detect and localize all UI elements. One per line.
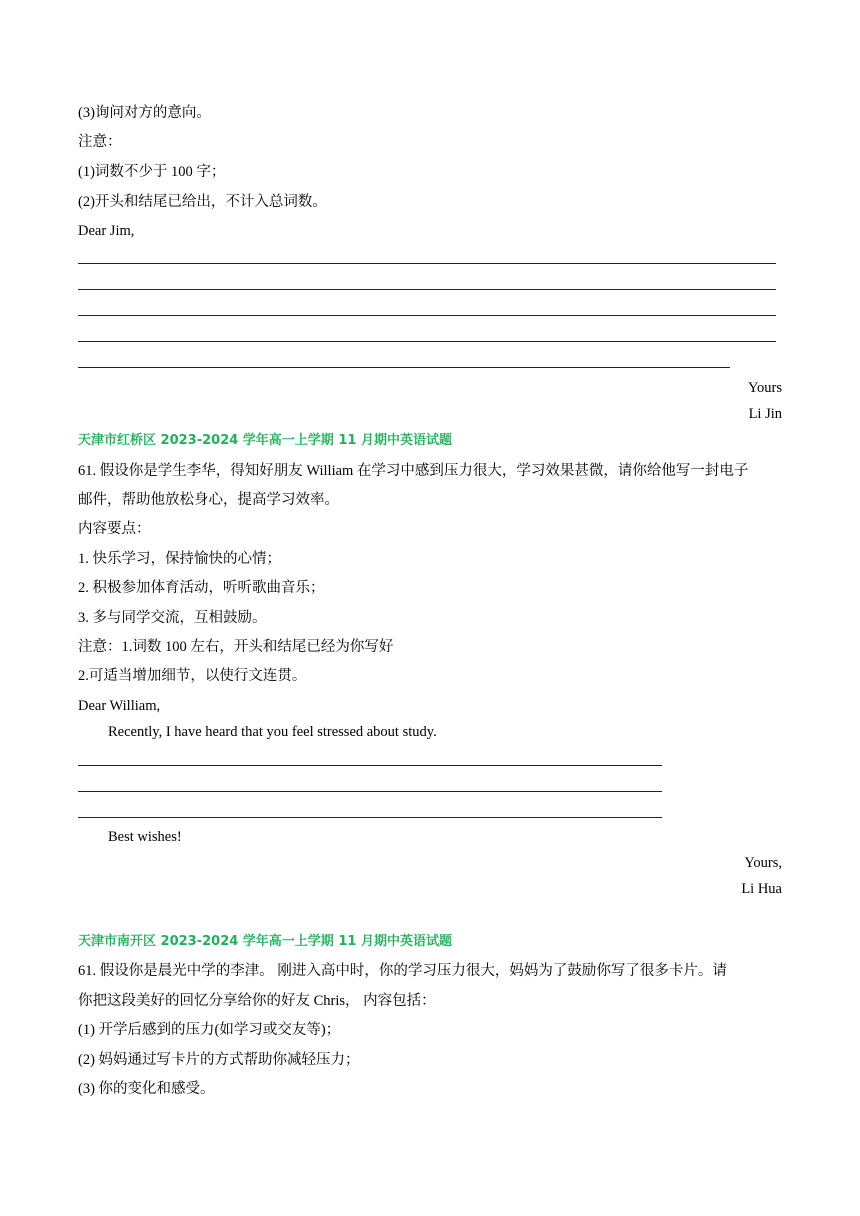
answer-line (78, 765, 662, 766)
s2-prompt-line-1: 61. 假设你是学生李华，得知好朋友 William 在学习中感到压力很大，学习效果甚微，请你给他写一封电子 (78, 463, 749, 479)
s1-note-1: (1)词数不少于 100 字； (78, 164, 226, 180)
answer-line (78, 791, 662, 792)
s2-prompt-line-2: 邮件，帮助他放松身心，提高学习效率。 (78, 492, 339, 508)
s3-prompt-line-2: 你把这段美好的回忆分享给你的好友 Chris， 内容包括： (78, 993, 436, 1009)
s2-greeting: Dear William, (78, 698, 161, 714)
s2-signature: Li Hua (741, 881, 782, 897)
s2-opening-sentence: Recently, I have heard that you feel stressed about study. (108, 724, 437, 740)
s3-prompt-line-1: 61. 假设你是晨光中学的李津。 刚进入高中时，你的学习压力很大，妈妈为了鼓励你写了很多卡片。请 (78, 963, 727, 979)
s3-item-1: (1) 开学后感到的压力(如学习或交友等)； (78, 1022, 341, 1038)
answer-line (78, 263, 776, 264)
s1-signature: Li Jin (748, 406, 782, 422)
s2-note-2: 2.可适当增加细节，以使行文连贯。 (78, 668, 307, 684)
answer-line (78, 341, 776, 342)
answer-line (78, 289, 776, 290)
s2-closing: Yours, (744, 855, 782, 871)
s1-note-2: (2)开头和结尾已给出，不计入总词数。 (78, 194, 327, 210)
s2-best-wishes: Best wishes! (108, 829, 182, 845)
s2-point-2: 2. 积极参加体育活动，听听歌曲音乐； (78, 580, 325, 596)
answer-line (78, 817, 662, 818)
s2-point-3: 3. 多与同学交流，互相鼓励。 (78, 610, 267, 626)
s2-heading: 天津市红桥区 2023-2024 学年高一上学期 11 月期中英语试题 (78, 433, 452, 448)
s3-item-3: (3) 你的变化和感受。 (78, 1081, 215, 1097)
s1-closing: Yours (748, 380, 782, 396)
s3-item-2: (2) 妈妈通过写卡片的方式帮助你减轻压力； (78, 1052, 360, 1068)
s1-note-title: 注意： (78, 134, 122, 150)
s1-requirement-3: (3)询问对方的意向。 (78, 105, 211, 121)
s3-heading: 天津市南开区 2023-2024 学年高一上学期 11 月期中英语试题 (78, 934, 452, 949)
answer-line (78, 315, 776, 316)
s1-greeting: Dear Jim, (78, 223, 135, 239)
s2-note-1: 注意：1.词数 100 左右，开头和结尾已经为你写好 (78, 639, 394, 655)
s2-points-title: 内容要点： (78, 521, 151, 537)
s2-point-1: 1. 快乐学习，保持愉快的心情； (78, 551, 281, 567)
answer-line (78, 367, 730, 368)
